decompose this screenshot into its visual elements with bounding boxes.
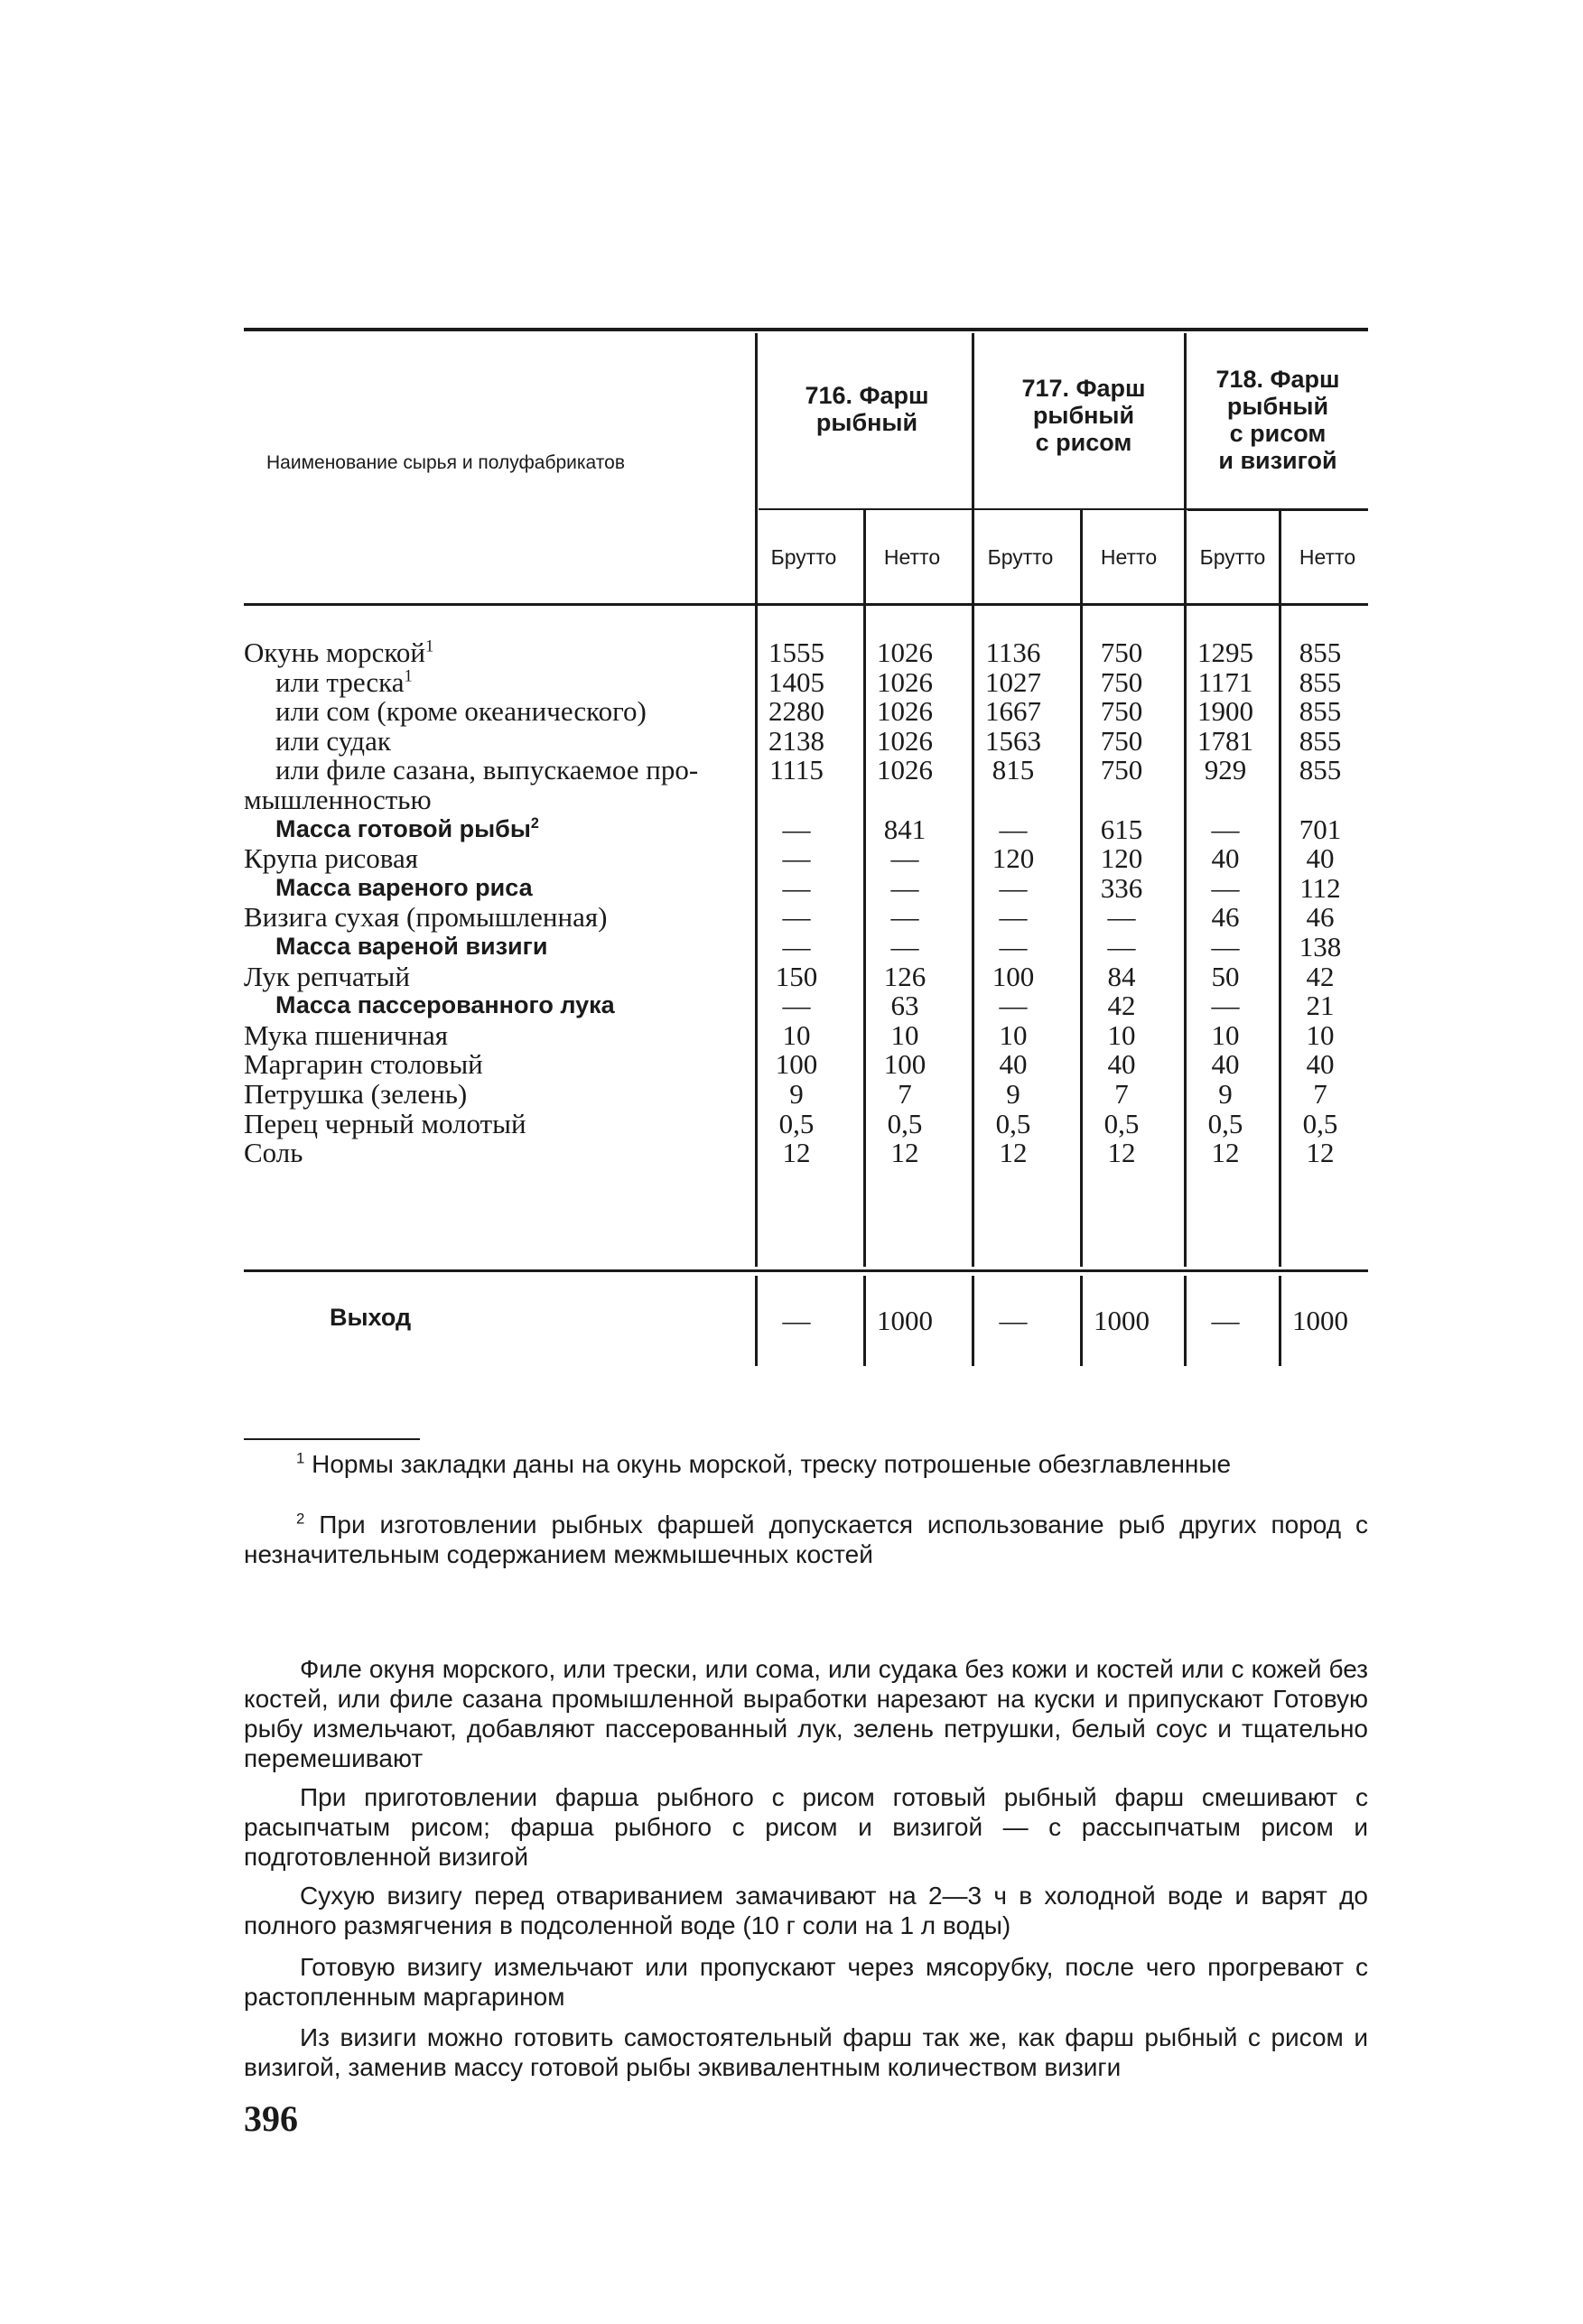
ingredient-value: 1405 — [768, 665, 824, 698]
ingredient-label: или сом (кроме океанического) — [275, 695, 647, 728]
ingredient-value: — — [999, 931, 1028, 962]
ingredient-value: 1026 — [877, 637, 933, 668]
ingredient-name — [244, 726, 391, 756]
ingredient-value: 855 — [1299, 695, 1342, 728]
ingredient-label: или филе сазана, выпускаемое про- — [275, 754, 699, 786]
ingredient-label: или треска — [275, 665, 405, 698]
ingredient-name — [244, 696, 647, 726]
recipe-header-line: рыбный — [1226, 393, 1329, 420]
ingredient-value: 10 — [782, 1018, 811, 1051]
ingredient-value: 0,5 — [1207, 1107, 1243, 1139]
ingredient-value: 9 — [789, 1078, 804, 1110]
ingredient-value: 0,5 — [995, 1107, 1031, 1139]
page-number: 396 — [244, 2098, 298, 2139]
ingredient-value: 42 — [1306, 960, 1335, 992]
ingredient-value: — — [782, 931, 811, 962]
ingredient-value: 1026 — [877, 695, 933, 728]
net-header: Нетто — [883, 545, 941, 569]
ingredient-value: 855 — [1299, 724, 1342, 757]
ingredient-value: 815 — [992, 754, 1035, 786]
ingredient-value: 750 — [1100, 724, 1143, 757]
recipe-header-line: рыбный — [1032, 402, 1135, 429]
net-header: Нетто — [1100, 545, 1158, 569]
ingredient-value: 1026 — [877, 665, 933, 698]
ingredient-value: — — [782, 871, 811, 904]
ingredient-value: 120 — [1100, 842, 1143, 875]
net-header: Нетто — [1299, 545, 1356, 569]
ingredient-value: 855 — [1299, 637, 1342, 668]
output-value: 1000 — [1094, 1305, 1150, 1336]
ingredient-value: — — [890, 842, 919, 875]
ingredient-value: — — [999, 901, 1028, 934]
group-rule-1 — [759, 508, 975, 510]
ingredient-label: Крупа рисовая — [244, 842, 418, 875]
ingredient-name — [244, 1109, 526, 1139]
ingredient-value: — — [782, 990, 811, 1022]
group-rule-2 — [975, 508, 1192, 510]
ingredient-value: 10 — [1211, 1018, 1240, 1051]
ingredient-value: — — [890, 901, 919, 934]
ingredient-value: 84 — [1107, 960, 1136, 992]
ingredient-label: Мука пшеничная — [244, 1018, 448, 1051]
ingredient-value: 10 — [1306, 1018, 1335, 1051]
ingredient-label: Масса вареного риса — [275, 873, 533, 901]
output-value: 1000 — [1292, 1305, 1348, 1336]
ingredient-value: 0,5 — [887, 1107, 923, 1139]
output-value: — — [782, 1305, 811, 1336]
ingredient-value: 120 — [992, 842, 1035, 875]
recipe-header-line: 716. Фарш — [805, 382, 929, 409]
paragraph-5: Из визиги можно готовить самостоятельный фарш так же, как фарш рыбный с рисом и визигой, заменив массу готовой рыбы эквивалентным количеством визиги — [244, 2023, 1368, 2081]
table-header-rule — [244, 603, 1368, 606]
ingredient-label: Лук репчатый — [244, 960, 410, 992]
ingredient-value: 750 — [1100, 695, 1143, 728]
ingredient-name — [244, 902, 607, 932]
footnote-mark: 1 — [404, 666, 413, 686]
ingredient-value: 40 — [1211, 1048, 1240, 1081]
ingredient-value: 12 — [999, 1137, 1028, 1169]
paragraph-2: При приготовлении фарша рыбного с рисом готовый рыбный фарш смешивают с расыпчатым рисом; фарша рыбного с рисом и визигой — с рассыпчатым рисом и подготовленной визигой — [244, 1783, 1368, 1871]
ingredient-value: 100 — [883, 1048, 927, 1081]
ingredient-label: или судак — [275, 724, 391, 757]
ingredient-value: 929 — [1204, 754, 1247, 786]
ingredient-value: 855 — [1299, 754, 1342, 786]
ingredient-value: 0,5 — [778, 1107, 815, 1139]
gross-header: Брутто — [987, 545, 1054, 569]
ingredient-value: — — [1107, 931, 1136, 962]
ingredient-value: 21 — [1306, 990, 1335, 1022]
ingredient-value: — — [1211, 813, 1240, 845]
output-value: 1000 — [877, 1305, 933, 1336]
ingredient-name — [244, 962, 410, 991]
ingredient-name — [244, 873, 533, 903]
ingredient-value: 10 — [999, 1018, 1028, 1051]
ingredient-value: — — [999, 990, 1028, 1022]
paragraph-4: Готовую визигу измельчают или пропускают через мясорубку, после чего прогревают с растопленным маргарином — [244, 1953, 1368, 2011]
ingredient-label: Петрушка (зелень) — [244, 1078, 468, 1110]
ingredient-value: — — [1211, 990, 1240, 1022]
ingredient-value: 750 — [1100, 637, 1143, 668]
ingredient-value: 46 — [1306, 901, 1335, 934]
table-name-header: Наименование сырья и полуфабрикатов — [266, 452, 625, 473]
ingredient-value: 112 — [1299, 871, 1341, 904]
footnote-separator — [244, 1438, 420, 1440]
ingredient-value: 9 — [1006, 1078, 1020, 1110]
recipe-header-line: 717. Фарш — [1021, 375, 1146, 402]
recipe-header-716 — [759, 382, 975, 436]
ingredient-value: 0,5 — [1103, 1107, 1140, 1139]
ingredient-value: 10 — [1107, 1018, 1136, 1051]
ingredient-label: Маргарин столовый — [244, 1048, 483, 1081]
footnote-mark: 1 — [424, 637, 434, 656]
ingredient-value: 1667 — [985, 695, 1041, 728]
ingredient-value: 701 — [1299, 813, 1342, 845]
ingredient-name — [244, 1138, 303, 1167]
ingredient-value: 855 — [1299, 665, 1342, 698]
recipe-header-717 — [975, 375, 1192, 456]
ingredient-value: 150 — [775, 960, 818, 992]
ingredient-value: 12 — [1211, 1137, 1240, 1169]
ingredient-value: 40 — [1107, 1048, 1136, 1081]
ingredient-value: 1555 — [768, 637, 824, 668]
ingredient-value: 615 — [1100, 813, 1143, 845]
ingredient-label: Масса пассерованного лука — [275, 991, 615, 1019]
ingredient-value: 7 — [1114, 1078, 1129, 1110]
paragraph-1: Филе окуня морского, или трески, или сома, или судака без кожи и костей или с кожей без костей, или филе сазана промышленной выработки нарезают на куски и припускают Готовую рыбу измельчают, добавляют пассерованный лук, зелень петрушки, белый соус и тщательно перемешивают — [244, 1655, 1368, 1772]
ingredient-name — [244, 755, 698, 785]
ingredient-name — [244, 785, 432, 814]
ingredient-name — [244, 990, 615, 1020]
table-body-rule — [244, 1269, 1368, 1272]
ingredient-value: — — [782, 813, 811, 845]
ingredient-value: 841 — [883, 813, 927, 845]
ingredient-name — [244, 1079, 467, 1109]
ingredient-name — [244, 1020, 448, 1050]
ingredient-value: 1115 — [769, 754, 824, 786]
ingredient-value: 138 — [1299, 931, 1342, 962]
recipe-header-line: и визигой — [1218, 447, 1337, 474]
ingredient-value: 1026 — [877, 754, 933, 786]
recipe-header-718 — [1187, 366, 1368, 474]
group-rule-3 — [1187, 508, 1368, 511]
ingredient-value: — — [999, 871, 1028, 904]
ingredient-name — [244, 637, 433, 667]
ingredient-value: — — [782, 901, 811, 934]
ingredient-label: Перец черный молотый — [244, 1107, 526, 1139]
ingredient-label: Масса готовой рыбы — [275, 814, 531, 842]
footnote-1: $^1$ Нормы закладки даны на окунь морской, треску потрошеные обезглавленные — [296, 1449, 1232, 1478]
recipe-header-line: с рисом — [1229, 420, 1327, 447]
ingredient-label: Соль — [244, 1137, 303, 1169]
ingredient-value: 1026 — [877, 724, 933, 757]
ingredient-value: 46 — [1211, 901, 1240, 934]
ingredient-name — [244, 932, 547, 962]
ingredient-value: 40 — [1306, 1048, 1335, 1081]
ingredient-value: 0,5 — [1302, 1107, 1338, 1139]
ingredient-value: 10 — [890, 1018, 919, 1051]
output-label: Выход — [330, 1304, 412, 1331]
ingredient-value: 40 — [999, 1048, 1028, 1081]
ingredient-value: 12 — [890, 1137, 919, 1169]
gross-header: Брутто — [770, 545, 837, 569]
ingredient-value: 336 — [1100, 871, 1143, 904]
recipe-table — [244, 328, 1368, 1375]
ingredient-value: 2280 — [768, 695, 824, 728]
ingredient-value: 12 — [1306, 1137, 1335, 1169]
paragraph-3: Сухую визигу перед отвариванием замачивают на 2—3 ч в холодной воде и варят до полного размягчения в подсоленной воде (10 г соли на 1 л воды) — [244, 1882, 1368, 1939]
footnote-2: $^2$ При изготовлении рыбных фаршей допускается использование рыб других пород с незначительным содержанием межмышечных костей — [244, 1510, 1369, 1568]
ingredient-value: 2138 — [768, 724, 824, 757]
recipe-header-line: рыбный — [815, 409, 918, 436]
ingredient-value: 100 — [992, 960, 1035, 992]
ingredient-label: мышленностью — [244, 784, 432, 815]
ingredient-value: 750 — [1100, 754, 1143, 786]
ingredient-value: 7 — [1313, 1078, 1327, 1110]
recipe-header-line: 718. Фарш — [1215, 366, 1340, 393]
ingredient-value: — — [782, 842, 811, 875]
output-value: — — [999, 1305, 1028, 1336]
output-value: — — [1211, 1305, 1240, 1336]
ingredient-name — [244, 814, 539, 844]
ingredient-value: 7 — [898, 1078, 912, 1110]
ingredient-value: 12 — [1107, 1137, 1136, 1169]
ingredient-value: 100 — [775, 1048, 818, 1081]
ingredient-value: 750 — [1100, 665, 1143, 698]
ingredient-name — [244, 1049, 483, 1079]
ingredient-value: 40 — [1306, 842, 1335, 875]
ingredient-value: 9 — [1218, 1078, 1233, 1110]
ingredient-value: 126 — [883, 960, 927, 992]
ingredient-value: 1781 — [1197, 724, 1253, 757]
ingredient-value: 50 — [1211, 960, 1240, 992]
ingredient-value: — — [1211, 871, 1240, 904]
gross-header: Брутто — [1199, 545, 1266, 569]
recipe-header-line: с рисом — [1035, 429, 1132, 456]
ingredient-label: Масса вареной визиги — [275, 933, 548, 960]
ingredient-value: 42 — [1107, 990, 1136, 1022]
ingredient-value: 1171 — [1197, 665, 1253, 698]
ingredient-value: 1295 — [1197, 637, 1253, 668]
ingredient-value: 63 — [890, 990, 919, 1022]
ingredient-value: — — [1107, 901, 1136, 934]
ingredient-value: 1027 — [985, 665, 1041, 698]
ingredient-value: — — [999, 813, 1028, 845]
ingredient-value: — — [1211, 931, 1240, 962]
footnote-mark: 2 — [530, 814, 539, 832]
ingredient-value: 1563 — [985, 724, 1041, 757]
ingredient-value: 12 — [782, 1137, 811, 1169]
ingredient-value: — — [890, 871, 919, 904]
ingredient-label: Окунь морской — [244, 637, 425, 668]
ingredient-value: 1136 — [985, 637, 1041, 668]
table-top-rule — [244, 328, 1368, 331]
ingredient-name — [244, 667, 413, 697]
ingredient-value: 40 — [1211, 842, 1240, 875]
ingredient-value: — — [890, 931, 919, 962]
ingredient-label: Визига сухая (промышленная) — [244, 901, 608, 934]
ingredient-name — [244, 843, 418, 873]
ingredient-value: 1900 — [1197, 695, 1253, 728]
